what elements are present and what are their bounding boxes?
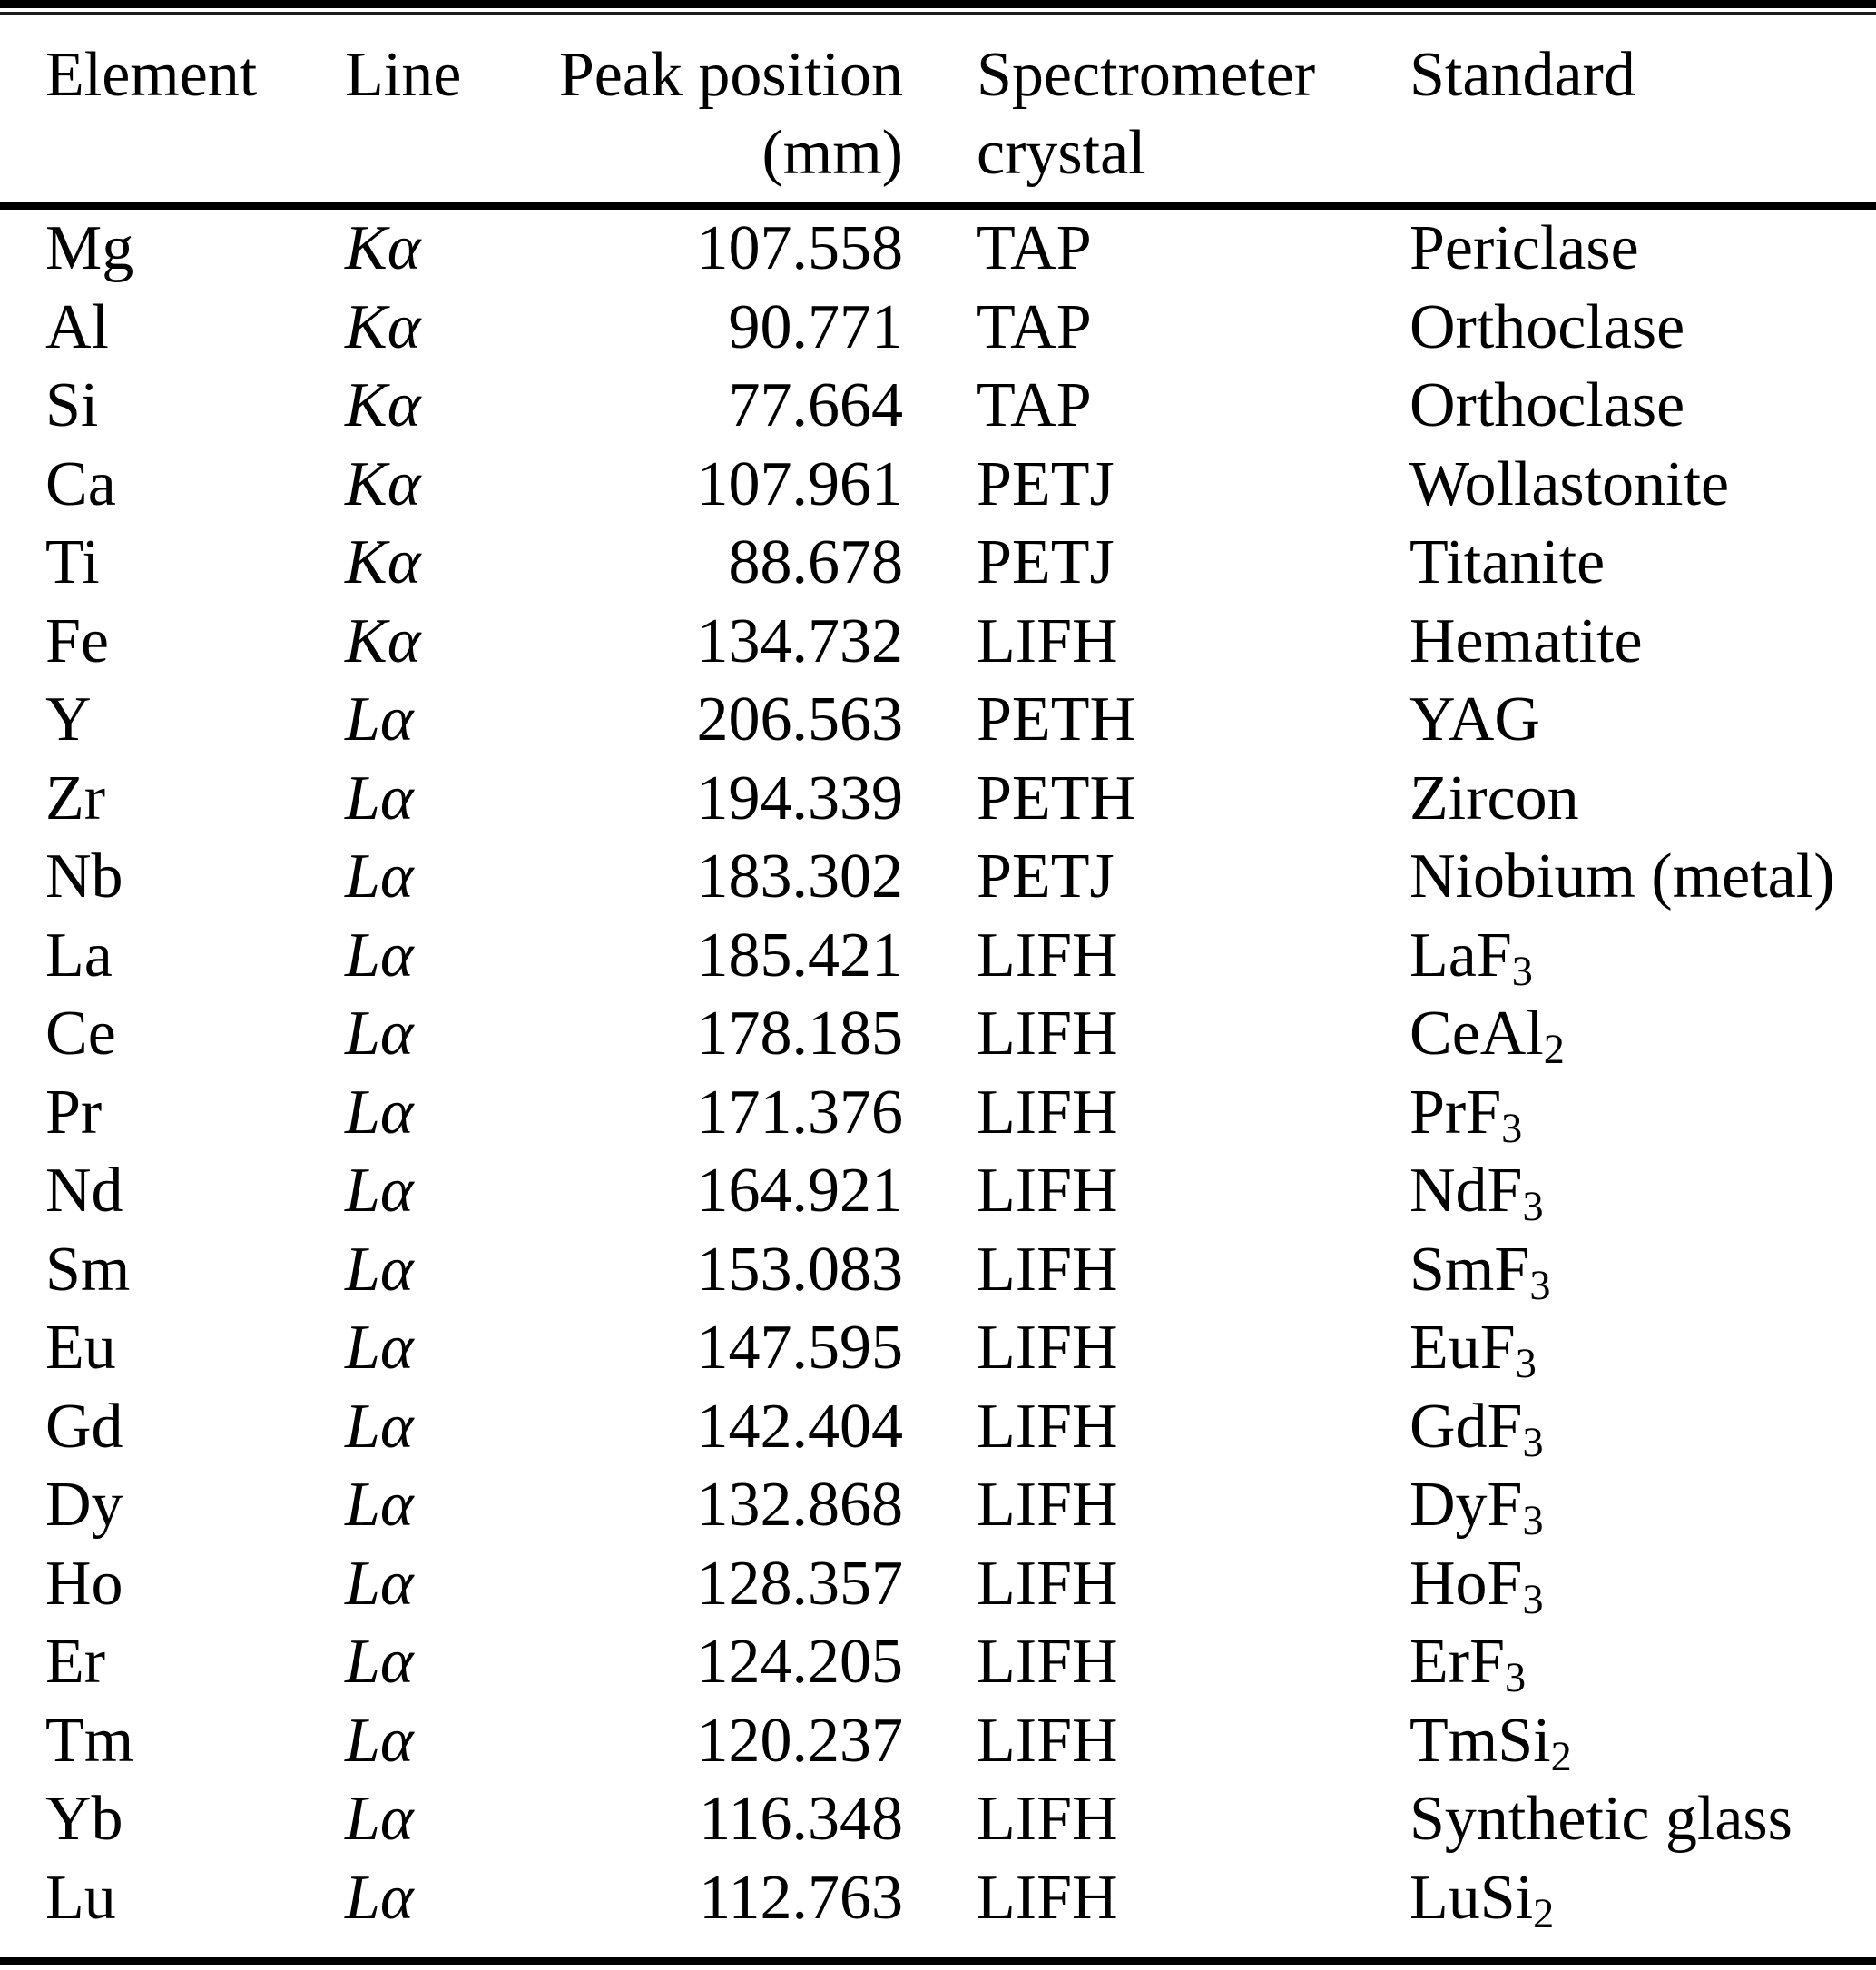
line-cell-Al: Kα <box>345 291 421 362</box>
line-cell-Sm: Lα <box>345 1234 414 1305</box>
crystal-cell-Eu: LIFH <box>977 1313 1118 1384</box>
element-cell-Tm: Tm <box>45 1705 134 1776</box>
element-cell-Si: Si <box>45 370 99 441</box>
element-cell-Ce: Ce <box>45 999 116 1069</box>
standard-subscript-Ho: 3 <box>1522 1575 1544 1622</box>
standard-cell-Sm: SmF$_3$ <box>1409 1234 1551 1308</box>
standard-cell-Eu: EuF$_3$ <box>1409 1313 1537 1387</box>
crystal-cell-Fe: LIFH <box>977 606 1118 676</box>
standard-cell-Fe: Hematite <box>1409 606 1643 676</box>
standard-subscript-Er: 3 <box>1505 1654 1527 1701</box>
line-cell-Pr: Lα <box>345 1077 414 1148</box>
peak-position-cell-Ce: 178.185 <box>696 999 903 1069</box>
header-standard: Standard <box>1409 40 1635 110</box>
crystal-cell-Al: TAP <box>977 291 1092 362</box>
crystal-cell-Ti: PETJ <box>977 527 1115 598</box>
standard-cell-Er: ErF$_3$ <box>1409 1627 1527 1701</box>
crystal-cell-Si: TAP <box>977 370 1092 441</box>
element-cell-La: La <box>45 920 113 990</box>
crystal-cell-Gd: LIFH <box>977 1391 1118 1462</box>
peak-position-cell-Nb: 183.302 <box>696 842 903 912</box>
crystal-cell-Ce: LIFH <box>977 999 1118 1069</box>
peak-position-cell-Nd: 164.921 <box>696 1156 903 1226</box>
crystal-cell-Pr: LIFH <box>977 1077 1118 1148</box>
line-cell-Dy: Lα <box>345 1470 414 1541</box>
standard-cell-Dy: DyF$_3$ <box>1409 1470 1544 1544</box>
standard-subscript-Lu: 2 <box>1533 1889 1555 1936</box>
peak-position-cell-Lu: 112.763 <box>699 1862 903 1933</box>
standard-cell-Ti: Titanite <box>1409 527 1606 598</box>
standard-subscript-Pr: 3 <box>1501 1104 1523 1151</box>
element-cell-Yb: Yb <box>45 1784 123 1855</box>
standard-cell-Gd: GdF$_3$ <box>1409 1391 1544 1465</box>
line-cell-Ca: Kα <box>345 448 421 519</box>
line-cell-Si: Kα <box>345 370 421 441</box>
header-spectrometer-line2: crystal <box>977 118 1146 188</box>
standard-subscript-Dy: 3 <box>1522 1497 1544 1544</box>
crystal-cell-Yb: LIFH <box>977 1784 1118 1855</box>
element-cell-Pr: Pr <box>45 1077 103 1148</box>
peak-position-cell-Al: 90.771 <box>728 291 903 362</box>
standard-cell-Zr: Zircon <box>1409 763 1579 833</box>
standard-cell-Pr: PrF$_3$ <box>1409 1077 1523 1151</box>
header-spectrometer-crystal <box>903 36 1409 202</box>
peak-position-cell-Gd: 142.404 <box>696 1391 903 1462</box>
crystal-cell-Nd: LIFH <box>977 1156 1118 1226</box>
element-cell-Er: Er <box>45 1627 106 1698</box>
standard-cell-Nb: Niobium (metal) <box>1409 842 1835 912</box>
line-cell-Yb: Lα <box>345 1784 414 1855</box>
standard-subscript-Sm: 3 <box>1529 1261 1551 1308</box>
standard-cell-Al: Orthoclase <box>1409 291 1685 362</box>
peak-position-cell-Sm: 153.083 <box>696 1234 903 1305</box>
line-cell-Fe: Kα <box>345 606 421 676</box>
element-cell-Eu: Eu <box>45 1313 116 1384</box>
peak-position-cell-La: 185.421 <box>696 920 903 990</box>
crystal-cell-Dy: LIFH <box>977 1470 1118 1541</box>
peak-position-cell-Y: 206.563 <box>696 685 903 755</box>
standard-cell-Ce: CeAl$_2$ <box>1409 999 1565 1073</box>
crystal-cell-Er: LIFH <box>977 1627 1118 1698</box>
element-cell-Ho: Ho <box>45 1548 123 1619</box>
peak-position-cell-Dy: 132.868 <box>696 1470 903 1541</box>
standard-subscript-Eu: 3 <box>1515 1340 1537 1387</box>
top-rule-thick <box>0 0 1876 8</box>
standard-cell-Mg: Periclase <box>1409 213 1639 284</box>
element-cell-Y: Y <box>45 685 92 755</box>
element-cell-Fe: Fe <box>45 606 109 676</box>
element-cell-Mg: Mg <box>45 213 134 284</box>
crystal-cell-Zr: PETH <box>977 763 1135 833</box>
crystal-cell-Lu: LIFH <box>977 1862 1118 1933</box>
crystal-cell-Mg: TAP <box>977 213 1092 284</box>
line-cell-Y: Lα <box>345 685 414 755</box>
header-spectrometer-line1: Spectrometer <box>977 40 1316 110</box>
line-cell-Ce: Lα <box>345 999 414 1069</box>
element-cell-Ca: Ca <box>45 448 116 519</box>
line-cell-Mg: Kα <box>345 213 421 284</box>
standard-cell-Tm: TmSi$_2$ <box>1409 1705 1572 1779</box>
standard-subscript-Tm: 2 <box>1550 1732 1572 1779</box>
element-cell-Nd: Nd <box>45 1156 123 1226</box>
standard-cell-Yb: Synthetic glass <box>1409 1784 1793 1855</box>
line-cell-Eu: Lα <box>345 1313 414 1384</box>
element-cell-Dy: Dy <box>45 1470 123 1541</box>
standard-subscript-Ce: 2 <box>1543 1026 1565 1073</box>
crystal-cell-Ho: LIFH <box>977 1548 1118 1619</box>
standard-subscript-La: 3 <box>1511 947 1533 994</box>
element-cell-Ti: Ti <box>45 527 100 598</box>
line-cell-Ho: Lα <box>345 1548 414 1619</box>
header-peak-position-unit: (mm) <box>761 118 903 188</box>
peak-position-cell-Ti: 88.678 <box>728 527 903 598</box>
element-cell-Gd: Gd <box>45 1391 123 1462</box>
table-body <box>0 210 1876 1937</box>
peak-position-cell-Fe: 134.732 <box>696 606 903 676</box>
standard-cell-Lu: LuSi$_2$ <box>1409 1862 1555 1936</box>
table-header-row <box>0 15 1876 202</box>
peak-position-cell-Mg: 107.558 <box>696 213 903 284</box>
crystal-cell-La: LIFH <box>977 920 1118 990</box>
line-cell-Nd: Lα <box>345 1156 414 1226</box>
peak-position-cell-Ho: 128.357 <box>696 1548 903 1619</box>
header-line: Line <box>345 40 462 110</box>
peak-position-cell-Zr: 194.339 <box>696 763 903 833</box>
line-cell-Tm: Lα <box>345 1705 414 1776</box>
header-peak-position <box>554 36 903 202</box>
peak-position-cell-Er: 124.205 <box>696 1627 903 1698</box>
line-cell-Er: Lα <box>345 1627 414 1698</box>
peak-position-cell-Yb: 116.348 <box>699 1784 903 1855</box>
element-cell-Sm: Sm <box>45 1234 131 1305</box>
crystal-cell-Tm: LIFH <box>977 1705 1118 1776</box>
peak-position-cell-Si: 77.664 <box>728 370 903 441</box>
header-separator-rule <box>0 202 1876 210</box>
line-cell-Gd: Lα <box>345 1391 414 1462</box>
peak-position-cell-Eu: 147.595 <box>696 1313 903 1384</box>
element-cell-Nb: Nb <box>45 842 123 912</box>
standard-cell-Si: Orthoclase <box>1409 370 1685 441</box>
peak-position-cell-Pr: 171.376 <box>696 1077 903 1148</box>
crystal-cell-Ca: PETJ <box>977 448 1115 519</box>
standard-cell-La: LaF$_3$ <box>1409 920 1533 994</box>
peak-position-cell-Tm: 120.237 <box>696 1705 903 1776</box>
peak-position-cell-Ca: 107.961 <box>696 448 903 519</box>
standard-subscript-Gd: 3 <box>1522 1418 1544 1465</box>
bottom-rule <box>0 1957 1876 1965</box>
element-cell-Al: Al <box>45 291 109 362</box>
standard-cell-Y: YAG <box>1409 685 1540 755</box>
standard-cell-Ca: Wollastonite <box>1409 448 1730 519</box>
crystal-cell-Y: PETH <box>977 685 1135 755</box>
element-cell-Zr: Zr <box>45 763 106 833</box>
standard-subscript-Nd: 3 <box>1522 1183 1544 1230</box>
line-cell-Zr: Lα <box>345 763 414 833</box>
crystal-cell-Sm: LIFH <box>977 1234 1118 1305</box>
header-peak-position-line1: Peak position <box>558 40 903 110</box>
line-cell-Lu: Lα <box>345 1862 414 1933</box>
line-cell-Ti: Kα <box>345 527 421 598</box>
standard-cell-Nd: NdF$_3$ <box>1409 1156 1544 1230</box>
line-cell-La: Lα <box>345 920 414 990</box>
line-cell-Nb: Lα <box>345 842 414 912</box>
header-element: Element <box>45 40 258 110</box>
standard-cell-Ho: HoF$_3$ <box>1409 1548 1544 1622</box>
element-cell-Lu: Lu <box>45 1862 116 1933</box>
crystal-cell-Nb: PETJ <box>977 842 1115 912</box>
